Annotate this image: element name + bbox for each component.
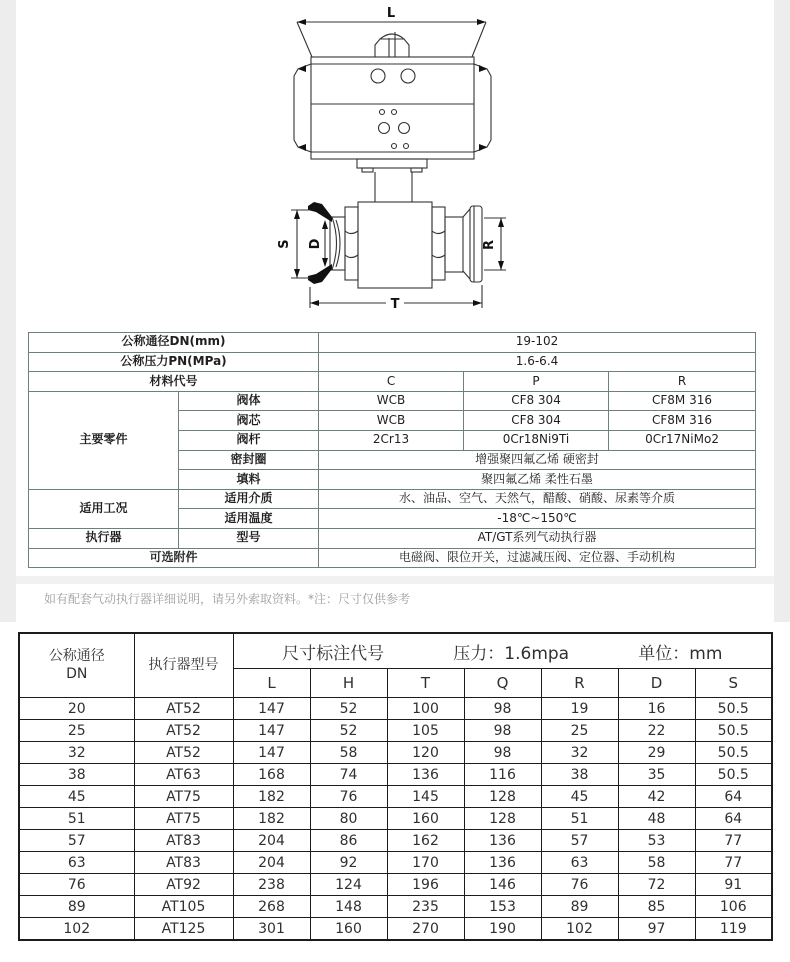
dim-col-Q: Q <box>464 669 541 698</box>
table-cell: 聚四氟乙烯 柔性石墨 <box>319 470 756 490</box>
table-cell: R <box>609 372 756 392</box>
table-cell: 80 <box>310 808 387 830</box>
table-cell: 63 <box>541 852 618 874</box>
table-cell: 190 <box>464 918 541 941</box>
table-cell: 77 <box>695 852 772 874</box>
dim-header-merged <box>233 633 772 669</box>
table-cell: 57 <box>541 830 618 852</box>
table-cell: 120 <box>387 742 464 764</box>
table-cell: AT125 <box>134 918 233 941</box>
table-cell: 98 <box>464 742 541 764</box>
table-cell: 公称压力PN(MPa) <box>29 352 319 372</box>
table-cell: 147 <box>233 698 310 720</box>
table-cell: 29 <box>618 742 695 764</box>
table-cell: 阀杆 <box>179 430 319 450</box>
table-cell: 168 <box>233 764 310 786</box>
table-cell: 50.5 <box>695 698 772 720</box>
dimension-table <box>18 632 773 941</box>
dim-table-body <box>19 698 772 941</box>
dim-col-T: T <box>387 669 464 698</box>
table-cell: 86 <box>310 830 387 852</box>
table-cell: 301 <box>233 918 310 941</box>
table-cell: AT52 <box>134 698 233 720</box>
table-cell: 0Cr17NiMo2 <box>609 430 756 450</box>
table-cell: 147 <box>233 742 310 764</box>
table-row <box>19 896 772 918</box>
dimension-R <box>482 218 506 270</box>
dim-col-R: R <box>541 669 618 698</box>
table-cell: 1.6-6.4 <box>319 352 756 372</box>
table-row <box>19 786 772 808</box>
valve-body <box>330 202 463 288</box>
table-cell: 153 <box>464 896 541 918</box>
table-cell: 25 <box>19 720 134 742</box>
table-row <box>29 372 756 392</box>
table-cell: 适用温度 <box>179 509 319 529</box>
table-cell: 主要零件 <box>29 391 179 489</box>
table-cell: 235 <box>387 896 464 918</box>
table-cell: WCB <box>319 411 464 431</box>
table-cell: 162 <box>387 830 464 852</box>
table-cell: 35 <box>618 764 695 786</box>
table-cell: 48 <box>618 808 695 830</box>
table-cell: 50.5 <box>695 764 772 786</box>
table-cell: 材料代号 <box>29 372 319 392</box>
table-cell: 170 <box>387 852 464 874</box>
table-cell: 76 <box>310 786 387 808</box>
table-cell: 阀体 <box>179 391 319 411</box>
table-cell: CF8M 316 <box>609 411 756 431</box>
actuator-knob <box>375 32 409 57</box>
table-cell: 型号 <box>179 528 319 548</box>
table-cell: 160 <box>310 918 387 941</box>
dim-header-dn-line1: 公称通径 <box>48 648 105 664</box>
table-cell: AT52 <box>134 742 233 764</box>
dim-col-H: H <box>310 669 387 698</box>
table-cell: 106 <box>695 896 772 918</box>
table-cell: 38 <box>541 764 618 786</box>
table-row <box>29 489 756 509</box>
table-cell: 公称通径DN(mm) <box>29 333 319 353</box>
table-cell: C <box>319 372 464 392</box>
table-cell: 97 <box>618 918 695 941</box>
table-cell: 50.5 <box>695 720 772 742</box>
table-cell: 0Cr18Ni9Ti <box>464 430 609 450</box>
dimension-T <box>310 285 482 312</box>
table-cell: 适用介质 <box>179 489 319 509</box>
dimension-S <box>277 210 310 278</box>
table-cell: 适用工况 <box>29 489 179 528</box>
table-cell: AT75 <box>134 786 233 808</box>
table-cell: 105 <box>387 720 464 742</box>
table-cell: WCB <box>319 391 464 411</box>
table-cell: 阀芯 <box>179 411 319 431</box>
table-row <box>19 852 772 874</box>
table-cell: 51 <box>19 808 134 830</box>
dim-header-unit: 单位：mm <box>638 643 723 664</box>
table-row <box>29 333 756 353</box>
table-cell: 147 <box>233 720 310 742</box>
dim-col-S: S <box>695 669 772 698</box>
table-cell: 52 <box>310 698 387 720</box>
table-cell: 85 <box>618 896 695 918</box>
valve-technical-drawing <box>0 0 790 332</box>
table-row <box>19 808 772 830</box>
table-cell: 2Cr13 <box>319 430 464 450</box>
spec-table <box>28 332 756 568</box>
table-row <box>19 742 772 764</box>
table-cell: 145 <box>387 786 464 808</box>
card-divider <box>16 576 774 584</box>
table-cell: 128 <box>464 786 541 808</box>
table-cell: 25 <box>541 720 618 742</box>
table-row <box>29 548 756 568</box>
table-cell: 89 <box>541 896 618 918</box>
table-cell: 148 <box>310 896 387 918</box>
table-cell: AT83 <box>134 830 233 852</box>
dim-label-D: D <box>308 238 323 250</box>
table-cell: AT83 <box>134 852 233 874</box>
table-row <box>19 918 772 941</box>
table-cell: 136 <box>387 764 464 786</box>
table-cell: -18℃~150℃ <box>319 509 756 529</box>
table-cell: 238 <box>233 874 310 896</box>
table-cell: 146 <box>464 874 541 896</box>
table-cell: 204 <box>233 852 310 874</box>
table-cell: 136 <box>464 830 541 852</box>
spec-table-body <box>29 333 756 568</box>
table-row <box>29 391 756 411</box>
dim-label-R: R <box>482 239 497 251</box>
table-cell: 196 <box>387 874 464 896</box>
table-cell: 102 <box>19 918 134 941</box>
table-cell: 58 <box>618 852 695 874</box>
dim-label-L: L <box>386 6 396 21</box>
table-cell: 136 <box>464 852 541 874</box>
table-cell: 76 <box>19 874 134 896</box>
table-cell: 52 <box>310 720 387 742</box>
dim-table-header <box>19 633 772 698</box>
table-cell: 可选附件 <box>29 548 319 568</box>
table-cell: 38 <box>19 764 134 786</box>
table-cell: 执行器 <box>29 528 179 548</box>
table-row <box>19 698 772 720</box>
table-cell: 32 <box>19 742 134 764</box>
table-cell: AT52 <box>134 720 233 742</box>
dimension-D <box>308 220 328 267</box>
table-cell: 45 <box>541 786 618 808</box>
dim-header-dn-line2: DN <box>66 665 88 682</box>
table-cell: 268 <box>233 896 310 918</box>
table-cell: 63 <box>19 852 134 874</box>
table-cell: AT75 <box>134 808 233 830</box>
table-cell: 160 <box>387 808 464 830</box>
table-cell: 20 <box>19 698 134 720</box>
table-cell: 19-102 <box>319 333 756 353</box>
table-cell: 22 <box>618 720 695 742</box>
table-cell: 64 <box>695 786 772 808</box>
table-row <box>19 874 772 896</box>
table-cell: 182 <box>233 808 310 830</box>
table-cell: AT/GT系列气动执行器 <box>319 528 756 548</box>
table-cell: 270 <box>387 918 464 941</box>
table-cell: 45 <box>19 786 134 808</box>
table-cell: 100 <box>387 698 464 720</box>
table-cell: 水、油品、空气、天然气，醋酸、硝酸、尿素等介质 <box>319 489 756 509</box>
dim-label-S: S <box>277 239 292 249</box>
table-cell: 50.5 <box>695 742 772 764</box>
table-cell: P <box>464 372 609 392</box>
table-cell: AT105 <box>134 896 233 918</box>
dim-header-dn <box>19 633 134 698</box>
table-cell: 77 <box>695 830 772 852</box>
right-ferrule <box>463 206 482 282</box>
table-cell: 204 <box>233 830 310 852</box>
table-cell: 64 <box>695 808 772 830</box>
table-cell: 102 <box>541 918 618 941</box>
table-cell: 91 <box>695 874 772 896</box>
table-cell: 密封圈 <box>179 450 319 470</box>
table-cell: 128 <box>464 808 541 830</box>
table-cell: 32 <box>541 742 618 764</box>
table-cell: 119 <box>695 918 772 941</box>
table-cell: 182 <box>233 786 310 808</box>
table-row <box>19 720 772 742</box>
table-cell: AT63 <box>134 764 233 786</box>
table-cell: 124 <box>310 874 387 896</box>
actuator-body <box>294 57 491 159</box>
table-cell: 74 <box>310 764 387 786</box>
dim-header-title: 尺寸标注代号 <box>282 643 385 664</box>
table-cell: 42 <box>618 786 695 808</box>
table-cell: CF8 304 <box>464 411 609 431</box>
dim-col-L: L <box>233 669 310 698</box>
table-cell: AT92 <box>134 874 233 896</box>
footnote-text: 如有配套气动执行器详细说明，请另外索取资料。*注：尺寸仅供参考 <box>44 592 411 606</box>
table-row <box>29 528 756 548</box>
table-row <box>19 764 772 786</box>
table-cell: 92 <box>310 852 387 874</box>
table-row <box>29 352 756 372</box>
table-cell: 98 <box>464 720 541 742</box>
table-cell: 19 <box>541 698 618 720</box>
table-cell: 58 <box>310 742 387 764</box>
table-cell: CF8 304 <box>464 391 609 411</box>
table-cell: 53 <box>618 830 695 852</box>
table-cell: 89 <box>19 896 134 918</box>
dim-label-T: T <box>390 297 400 312</box>
table-cell: 增强聚四氟乙烯 硬密封 <box>319 450 756 470</box>
dim-header-pressure: 压力：1.6mpa <box>453 643 570 664</box>
table-cell: 填料 <box>179 470 319 490</box>
dim-col-D: D <box>618 669 695 698</box>
table-cell: 16 <box>618 698 695 720</box>
mounting-bracket <box>357 159 427 202</box>
table-cell: 51 <box>541 808 618 830</box>
table-cell: 98 <box>464 698 541 720</box>
table-cell: 76 <box>541 874 618 896</box>
table-cell: 57 <box>19 830 134 852</box>
table-cell: CF8M 316 <box>609 391 756 411</box>
table-row <box>19 830 772 852</box>
table-cell: 116 <box>464 764 541 786</box>
table-cell: 72 <box>618 874 695 896</box>
dimension-L <box>297 6 486 57</box>
dim-header-actuator-model: 执行器型号 <box>134 633 233 698</box>
table-cell: 电磁阀、限位开关，过滤减压阀、定位器、手动机构 <box>319 548 756 568</box>
